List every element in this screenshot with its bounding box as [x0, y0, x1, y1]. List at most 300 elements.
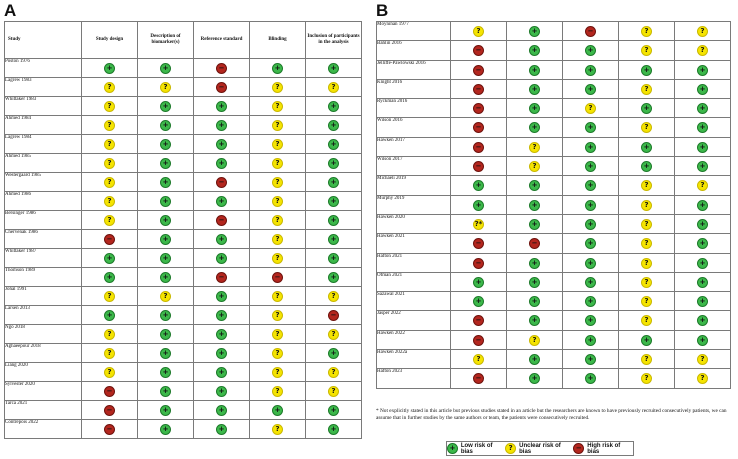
unclear-risk-icon: ?: [328, 329, 339, 340]
low-risk-icon: +: [160, 367, 171, 378]
low-risk-icon: +: [585, 84, 596, 95]
table-row: [5, 211, 362, 230]
low-risk-icon: +: [160, 348, 171, 359]
low-risk-icon: +: [641, 103, 652, 114]
rating-cell: [306, 249, 362, 268]
rating-cell: [619, 234, 675, 253]
study-name: Murphy 2019: [377, 195, 451, 214]
panel-b-label: B: [376, 1, 389, 20]
low-risk-icon: +: [585, 315, 596, 326]
low-risk-icon: +: [160, 424, 171, 435]
unclear-risk-icon: ?: [272, 291, 283, 302]
low-risk-icon: +: [160, 253, 171, 264]
rating-cell: [675, 60, 731, 79]
rating-cell: [250, 401, 306, 420]
low-risk-icon: +: [160, 139, 171, 150]
rating-cell: [507, 292, 563, 311]
unclear-risk-icon: ?: [272, 158, 283, 169]
low-risk-icon: +: [529, 65, 540, 76]
rating-cell: [619, 176, 675, 195]
rating-cell: [619, 157, 675, 176]
table-row: [377, 272, 731, 291]
rating-cell: [563, 176, 619, 195]
rating-cell: [675, 330, 731, 349]
rating-cell: [138, 211, 194, 230]
table-row: [5, 78, 362, 97]
header-study: Study: [5, 22, 82, 59]
legend-label-low: Low risk of bias: [460, 442, 493, 455]
header-row: [5, 22, 362, 59]
high-risk-icon: −: [216, 82, 227, 93]
low-risk-icon: +: [529, 354, 540, 365]
rating-cell: [619, 369, 675, 388]
high-risk-icon: −: [216, 177, 227, 188]
rating-cell: [250, 420, 306, 439]
rating-cell: [250, 325, 306, 344]
high-risk-icon: −: [104, 234, 115, 245]
unclear-risk-icon: ?: [473, 26, 484, 37]
high-risk-icon: −: [585, 26, 596, 37]
table-row: [5, 420, 362, 439]
rating-cell: [138, 230, 194, 249]
legend: [446, 441, 634, 456]
table-row: [5, 97, 362, 116]
table-row: [377, 350, 731, 369]
rating-cell: [138, 59, 194, 78]
rating-cell: [138, 363, 194, 382]
high-risk-icon: −: [473, 161, 484, 172]
high-risk-icon: −: [473, 258, 484, 269]
low-risk-icon: +: [641, 161, 652, 172]
rating-cell: [250, 306, 306, 325]
study-name: Whittaker 1983: [5, 97, 82, 116]
rating-cell: [250, 135, 306, 154]
low-risk-icon: +: [641, 65, 652, 76]
low-risk-icon: +: [104, 272, 115, 283]
rating-cell: [563, 99, 619, 118]
rating-cell: [507, 118, 563, 137]
unclear-risk-icon: ?: [641, 238, 652, 249]
rating-cell: [507, 234, 563, 253]
rating-cell: [82, 344, 138, 363]
rating-cell: [451, 157, 507, 176]
study-name: Westergaard 1985: [5, 173, 82, 192]
unclear-risk-icon: ?: [697, 26, 708, 37]
low-risk-icon: +: [529, 26, 540, 37]
rating-cell: [138, 420, 194, 439]
rating-cell: [306, 230, 362, 249]
study-name: Ngo 2018: [5, 325, 82, 344]
unclear-risk-icon: ?: [641, 373, 652, 384]
unclear-risk-icon: ?: [160, 291, 171, 302]
unclear-risk-icon: ?: [272, 348, 283, 359]
rating-cell: [563, 41, 619, 60]
low-risk-icon: +: [697, 296, 708, 307]
rating-cell: [250, 344, 306, 363]
high-risk-icon: −: [473, 142, 484, 153]
rating-cell: [82, 325, 138, 344]
low-risk-icon: +: [272, 405, 283, 416]
low-risk-icon: +: [697, 142, 708, 153]
study-name: Sylvester 2020: [5, 382, 82, 401]
rating-cell: [138, 97, 194, 116]
unclear-risk-icon: ?: [104, 367, 115, 378]
rating-cell: [138, 135, 194, 154]
low-risk-icon: +: [585, 200, 596, 211]
low-risk-icon: +: [328, 196, 339, 207]
rating-cell: [82, 192, 138, 211]
high-risk-icon: −: [216, 63, 227, 74]
high-risk-icon: −: [104, 405, 115, 416]
low-risk-icon: +: [216, 310, 227, 321]
unclear-risk-icon: ?: [641, 354, 652, 365]
rating-cell: [82, 97, 138, 116]
rating-cell: [194, 363, 250, 382]
low-risk-icon: +: [328, 158, 339, 169]
low-risk-icon: +: [585, 219, 596, 230]
rating-cell: [194, 192, 250, 211]
low-risk-icon: +: [160, 310, 171, 321]
study-name: Knight 2016: [377, 79, 451, 98]
rating-cell: [451, 350, 507, 369]
study-name: Ahmed 1985: [5, 154, 82, 173]
study-name: Jasper 2022: [377, 311, 451, 330]
low-risk-icon: +: [529, 103, 540, 114]
rating-cell: [451, 292, 507, 311]
unclear-risk-icon: ?: [272, 139, 283, 150]
table-row: [5, 116, 362, 135]
unclear-risk-icon: ?: [104, 291, 115, 302]
rating-cell: [82, 420, 138, 439]
rating-cell: [619, 22, 675, 41]
study-name: Chervenak 1986: [5, 230, 82, 249]
rating-cell: [82, 382, 138, 401]
rating-cell: [619, 60, 675, 79]
rating-cell: [563, 272, 619, 291]
low-risk-icon: +: [272, 63, 283, 74]
table-row: [5, 401, 362, 420]
rating-cell: [563, 234, 619, 253]
rating-cell: [563, 311, 619, 330]
rating-cell: [563, 350, 619, 369]
low-risk-icon: +: [104, 310, 115, 321]
low-risk-icon: +: [585, 122, 596, 133]
rating-cell: [194, 325, 250, 344]
rating-cell: [82, 401, 138, 420]
low-risk-icon: +: [160, 215, 171, 226]
study-name: Ofman 2021: [377, 272, 451, 291]
low-risk-icon: +: [473, 277, 484, 288]
high-risk-icon: −: [473, 373, 484, 384]
low-risk-icon: +: [697, 315, 708, 326]
low-risk-icon: +: [529, 122, 540, 133]
rating-cell: [507, 272, 563, 291]
rating-cell: [194, 249, 250, 268]
rating-cell: [306, 306, 362, 325]
rating-cell: [563, 60, 619, 79]
table-row: [377, 137, 731, 156]
low-risk-icon: +: [160, 177, 171, 188]
study-name: Sazawal 2021: [377, 292, 451, 311]
unclear-risk-icon: ?*: [474, 219, 483, 228]
unclear-risk-icon: ?: [641, 84, 652, 95]
rating-cell: [563, 214, 619, 233]
rating-cell: [138, 249, 194, 268]
low-risk-icon: +: [328, 424, 339, 435]
high-risk-icon: −: [104, 424, 115, 435]
rating-cell: [451, 137, 507, 156]
low-risk-icon: +: [216, 329, 227, 340]
rating-cell: [675, 369, 731, 388]
table-row: [5, 135, 362, 154]
rating-cell: [194, 135, 250, 154]
study-name: Wilson 2017: [377, 157, 451, 176]
study-name: Aghaeepour 2018: [5, 344, 82, 363]
unclear-risk-icon: ?: [104, 120, 115, 131]
legend-item-low: [447, 443, 505, 455]
unclear-risk-icon: ?: [473, 354, 484, 365]
study-name: Jelliffe-Pawlowski 2016: [377, 60, 451, 79]
rating-cell: [82, 363, 138, 382]
low-risk-icon: +: [585, 354, 596, 365]
low-risk-icon: +: [328, 101, 339, 112]
table-row: [377, 99, 731, 118]
low-risk-icon: +: [529, 45, 540, 56]
rating-cell: [507, 214, 563, 233]
table-row: [377, 118, 731, 137]
rating-cell: [675, 99, 731, 118]
rating-cell: [250, 363, 306, 382]
study-name: Tarca 2021: [5, 401, 82, 420]
table-row: [5, 230, 362, 249]
table-row: [377, 214, 731, 233]
rating-cell: [194, 268, 250, 287]
rating-cell: [619, 79, 675, 98]
rating-cell: [194, 344, 250, 363]
rating-cell: [619, 118, 675, 137]
rating-cell: [563, 369, 619, 388]
low-risk-icon: +: [697, 238, 708, 249]
rating-cell: [451, 41, 507, 60]
low-risk-icon: +: [216, 386, 227, 397]
rating-cell: [138, 268, 194, 287]
study-name: Lagrew 1984: [5, 135, 82, 154]
rating-cell: [306, 135, 362, 154]
low-risk-icon: +: [697, 161, 708, 172]
unclear-risk-icon: ?: [641, 180, 652, 191]
rating-cell: [194, 78, 250, 97]
rating-cell: [82, 211, 138, 230]
unclear-risk-icon: ?: [104, 215, 115, 226]
unclear-risk-icon: ?: [272, 253, 283, 264]
rating-cell: [507, 311, 563, 330]
unclear-risk-icon: ?: [641, 258, 652, 269]
table-row: [5, 59, 362, 78]
rating-cell: [250, 268, 306, 287]
low-risk-icon: +: [328, 405, 339, 416]
rating-cell: [451, 234, 507, 253]
study-name: Michaeli 2019: [377, 176, 451, 195]
unclear-risk-icon: ?: [272, 310, 283, 321]
rating-cell: [250, 78, 306, 97]
low-risk-icon: +: [697, 219, 708, 230]
low-risk-icon: +: [585, 335, 596, 346]
rating-cell: [451, 253, 507, 272]
legend-item-unclear: [505, 443, 573, 455]
unclear-risk-icon: ?: [272, 234, 283, 245]
study-name: Bahlin 2016: [377, 41, 451, 60]
low-risk-icon: +: [160, 386, 171, 397]
unclear-risk-icon: ?: [505, 443, 516, 454]
low-risk-icon: +: [585, 161, 596, 172]
rating-cell: [82, 230, 138, 249]
rating-cell: [194, 59, 250, 78]
rating-cell: [507, 369, 563, 388]
unclear-risk-icon: ?: [328, 386, 339, 397]
unclear-risk-icon: ?: [641, 200, 652, 211]
unclear-risk-icon: ?: [328, 291, 339, 302]
low-risk-icon: +: [697, 277, 708, 288]
low-risk-icon: +: [529, 258, 540, 269]
rating-cell: [138, 344, 194, 363]
high-risk-icon: −: [529, 238, 540, 249]
high-risk-icon: −: [473, 122, 484, 133]
table-row: [5, 306, 362, 325]
rating-cell: [82, 135, 138, 154]
study-name: Wilson 2016: [377, 118, 451, 137]
rating-cell: [194, 287, 250, 306]
table-row: [5, 192, 362, 211]
rating-cell: [306, 211, 362, 230]
table-row: [5, 268, 362, 287]
rating-cell: [451, 369, 507, 388]
rating-cell: [194, 154, 250, 173]
study-name: Hafton 2021: [377, 253, 451, 272]
rating-cell: [138, 116, 194, 135]
rating-cell: [451, 118, 507, 137]
table-row: [377, 311, 731, 330]
rating-cell: [451, 79, 507, 98]
low-risk-icon: +: [216, 120, 227, 131]
unclear-risk-icon: ?: [104, 177, 115, 188]
study-name: Lagrew 1983: [5, 78, 82, 97]
unclear-risk-icon: ?: [585, 103, 596, 114]
table-row: [5, 249, 362, 268]
high-risk-icon: −: [216, 272, 227, 283]
rating-cell: [507, 330, 563, 349]
rating-cell: [82, 116, 138, 135]
table-row: [5, 154, 362, 173]
high-risk-icon: −: [473, 45, 484, 56]
study-name: Contrepois 2022: [5, 420, 82, 439]
unclear-risk-icon: ?: [104, 329, 115, 340]
rating-cell: [306, 78, 362, 97]
table-row: [377, 60, 731, 79]
high-risk-icon: −: [104, 386, 115, 397]
low-risk-icon: +: [697, 258, 708, 269]
high-risk-icon: −: [473, 335, 484, 346]
rating-cell: [250, 116, 306, 135]
rating-cell: [507, 176, 563, 195]
rating-cell: [507, 195, 563, 214]
study-name: Poston 1976: [5, 59, 82, 78]
table-row: [377, 176, 731, 195]
unclear-risk-icon: ?: [641, 219, 652, 230]
high-risk-icon: −: [272, 272, 283, 283]
low-risk-icon: +: [697, 103, 708, 114]
low-risk-icon: +: [529, 84, 540, 95]
rating-cell: [82, 306, 138, 325]
rating-cell: [306, 287, 362, 306]
rating-cell: [306, 363, 362, 382]
study-name: Ahmed 1984: [5, 116, 82, 135]
low-risk-icon: +: [328, 215, 339, 226]
low-risk-icon: +: [473, 180, 484, 191]
low-risk-icon: +: [104, 253, 115, 264]
rating-cell: [675, 272, 731, 291]
rating-cell: [675, 350, 731, 369]
rating-cell: [563, 330, 619, 349]
rating-cell: [194, 382, 250, 401]
table-row: [5, 363, 362, 382]
unclear-risk-icon: ?: [272, 101, 283, 112]
unclear-risk-icon: ?: [104, 82, 115, 93]
low-risk-icon: +: [328, 63, 339, 74]
rating-cell: [507, 99, 563, 118]
header-reference-standard: Reference standard: [194, 22, 250, 59]
low-risk-icon: +: [447, 443, 458, 454]
low-risk-icon: +: [328, 120, 339, 131]
low-risk-icon: +: [160, 101, 171, 112]
low-risk-icon: +: [160, 196, 171, 207]
rating-cell: [451, 99, 507, 118]
unclear-risk-icon: ?: [641, 122, 652, 133]
rating-cell: [619, 350, 675, 369]
rating-cell: [451, 272, 507, 291]
low-risk-icon: +: [529, 200, 540, 211]
low-risk-icon: +: [328, 253, 339, 264]
low-risk-icon: +: [160, 272, 171, 283]
rating-cell: [675, 41, 731, 60]
low-risk-icon: +: [529, 219, 540, 230]
unclear-risk-icon: ?: [529, 335, 540, 346]
rating-cell: [619, 292, 675, 311]
rating-cell: [138, 401, 194, 420]
low-risk-icon: +: [585, 65, 596, 76]
rating-cell: [306, 97, 362, 116]
rating-cell: [507, 137, 563, 156]
rating-cell: [306, 344, 362, 363]
low-risk-icon: +: [697, 335, 708, 346]
rating-cell: [507, 157, 563, 176]
low-risk-icon: +: [585, 142, 596, 153]
table-row: [377, 195, 731, 214]
rating-cell: [675, 137, 731, 156]
rating-cell: [507, 22, 563, 41]
rating-cell: [675, 292, 731, 311]
study-name: Hawken 2020: [377, 214, 451, 233]
study-name: Moynihan 1977: [377, 22, 451, 41]
rating-cell: [138, 154, 194, 173]
rating-cell: [507, 350, 563, 369]
rating-cell: [250, 382, 306, 401]
legend-item-high: [573, 443, 633, 455]
high-risk-icon: −: [473, 65, 484, 76]
unclear-risk-icon: ?: [641, 315, 652, 326]
high-risk-icon: −: [216, 215, 227, 226]
low-risk-icon: +: [585, 258, 596, 269]
unclear-risk-icon: ?: [272, 196, 283, 207]
